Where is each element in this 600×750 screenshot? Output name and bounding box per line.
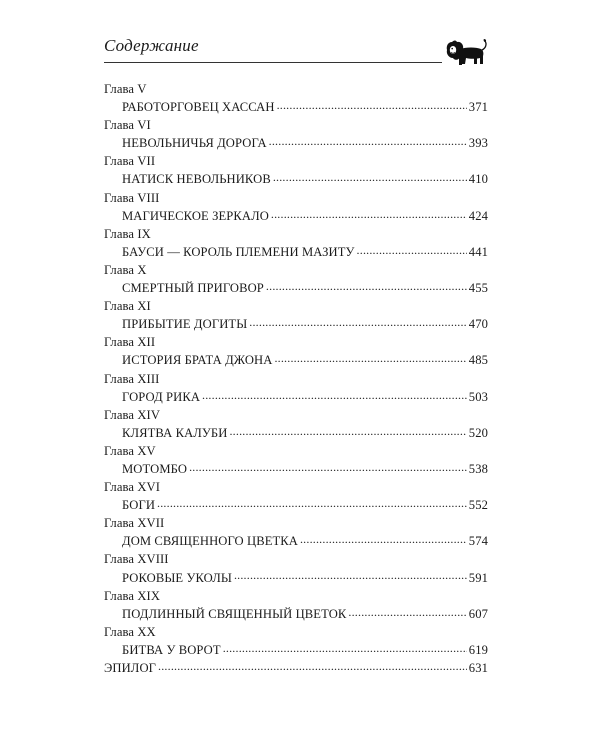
lion-icon (444, 36, 490, 70)
page-number: 619 (468, 642, 488, 657)
chapter-label: Глава V (104, 82, 147, 96)
chapter-label: Глава XIII (104, 371, 160, 386)
page-number: 455 (468, 281, 488, 296)
chapter-label: Глава XVIII (104, 552, 169, 567)
dot-leader (269, 135, 467, 147)
page-number: 485 (468, 353, 488, 368)
page-number: 393 (468, 136, 488, 151)
table-of-contents (104, 80, 488, 677)
toc-entry (104, 134, 488, 152)
entry-title: ДОМ СВЯЩЕННОГО ЦВЕТКА (122, 534, 298, 549)
entry-title: ИСТОРИЯ БРАТА ДЖОНА (122, 353, 273, 368)
toc-entry (104, 496, 488, 514)
chapter-label: Глава X (104, 262, 147, 277)
toc-entry (104, 424, 488, 442)
chapter-label: Глава XII (104, 335, 156, 350)
page-number: 520 (468, 425, 488, 440)
chapter-label: Глава IX (104, 226, 151, 241)
entry-title: ГОРОД РИКА (122, 389, 201, 404)
chapter-label: Глава XV (104, 443, 156, 458)
dot-leader (223, 642, 467, 654)
dot-leader (357, 244, 467, 256)
toc-entry (104, 207, 488, 225)
toc-entry (104, 460, 488, 478)
toc-entry (104, 243, 488, 261)
chapter-label: Глава XVI (104, 480, 161, 495)
page-number: 552 (468, 498, 488, 513)
page-number: 607 (468, 606, 488, 621)
entry-title: ПОДЛИННЫЙ СВЯЩЕННЫЙ ЦВЕТОК (122, 606, 347, 621)
entry-title: ЭПИЛОГ (104, 661, 157, 675)
running-header (104, 34, 492, 74)
page-number: 410 (468, 172, 488, 187)
dot-leader (234, 570, 467, 582)
page-number: 424 (468, 208, 488, 223)
header-rule (104, 62, 442, 63)
dot-leader (266, 280, 467, 292)
dot-leader (274, 352, 466, 364)
toc-entry (104, 279, 488, 297)
page-number: 371 (468, 100, 488, 115)
chapter-label: Глава XIX (104, 588, 161, 603)
dot-leader (158, 660, 467, 672)
entry-title: НЕВОЛЬНИЧЬЯ ДОРОГА (122, 136, 267, 151)
entry-title: БАУСИ — КОРОЛЬ ПЛЕМЕНИ МАЗИТУ (122, 244, 355, 259)
entry-title: БОГИ (122, 498, 156, 513)
toc-entry (104, 659, 488, 677)
dot-leader (348, 606, 466, 618)
chapter-label: Глава VII (104, 154, 156, 169)
toc-entry (104, 315, 488, 333)
entry-title: МАГИЧЕСКОЕ ЗЕРКАЛО (122, 208, 269, 223)
page-number: 591 (468, 570, 488, 585)
dot-leader (189, 461, 467, 473)
entry-title: НАТИСК НЕВОЛЬНИКОВ (122, 172, 271, 187)
entry-title: БИТВА У ВОРОТ (122, 642, 221, 657)
dot-leader (157, 497, 467, 509)
dot-leader (300, 533, 467, 545)
dot-leader (273, 171, 467, 183)
header-title: Содержание (104, 36, 199, 55)
entry-title: МОТОМБО (122, 461, 188, 476)
dot-leader (277, 99, 467, 111)
chapter-label: Глава XVII (104, 516, 165, 531)
entry-title: РАБОТОРГОВЕЦ ХАССАН (122, 100, 275, 115)
chapter-label: Глава XIV (104, 407, 161, 422)
toc-entry (104, 569, 488, 587)
entry-title: ПРИБЫТИЕ ДОГИТЫ (122, 317, 248, 332)
dot-leader (229, 425, 466, 437)
toc-entry (104, 641, 488, 659)
entry-title: РОКОВЫЕ УКОЛЫ (122, 570, 232, 585)
page-number: 631 (468, 661, 488, 675)
toc-entry (104, 532, 488, 550)
page-number: 503 (468, 389, 488, 404)
page-number: 470 (468, 317, 488, 332)
page-number: 574 (468, 534, 488, 549)
toc-entry (104, 98, 488, 116)
toc-entry (104, 605, 488, 623)
page-number: 538 (468, 461, 488, 476)
dot-leader (249, 316, 467, 328)
page-number: 441 (468, 244, 488, 259)
entry-title: СМЕРТНЫЙ ПРИГОВОР (122, 281, 264, 296)
toc-entry (104, 351, 488, 369)
toc-entry (104, 170, 488, 188)
toc-entry (104, 388, 488, 406)
chapter-label: Глава XI (104, 299, 151, 314)
chapter-label: Глава VIII (104, 190, 160, 205)
chapter-label: Глава VI (104, 118, 151, 133)
entry-title: КЛЯТВА КАЛУБИ (122, 425, 228, 440)
dot-leader (271, 208, 467, 220)
chapter-label: Глава XX (104, 624, 156, 639)
dot-leader (202, 389, 467, 401)
